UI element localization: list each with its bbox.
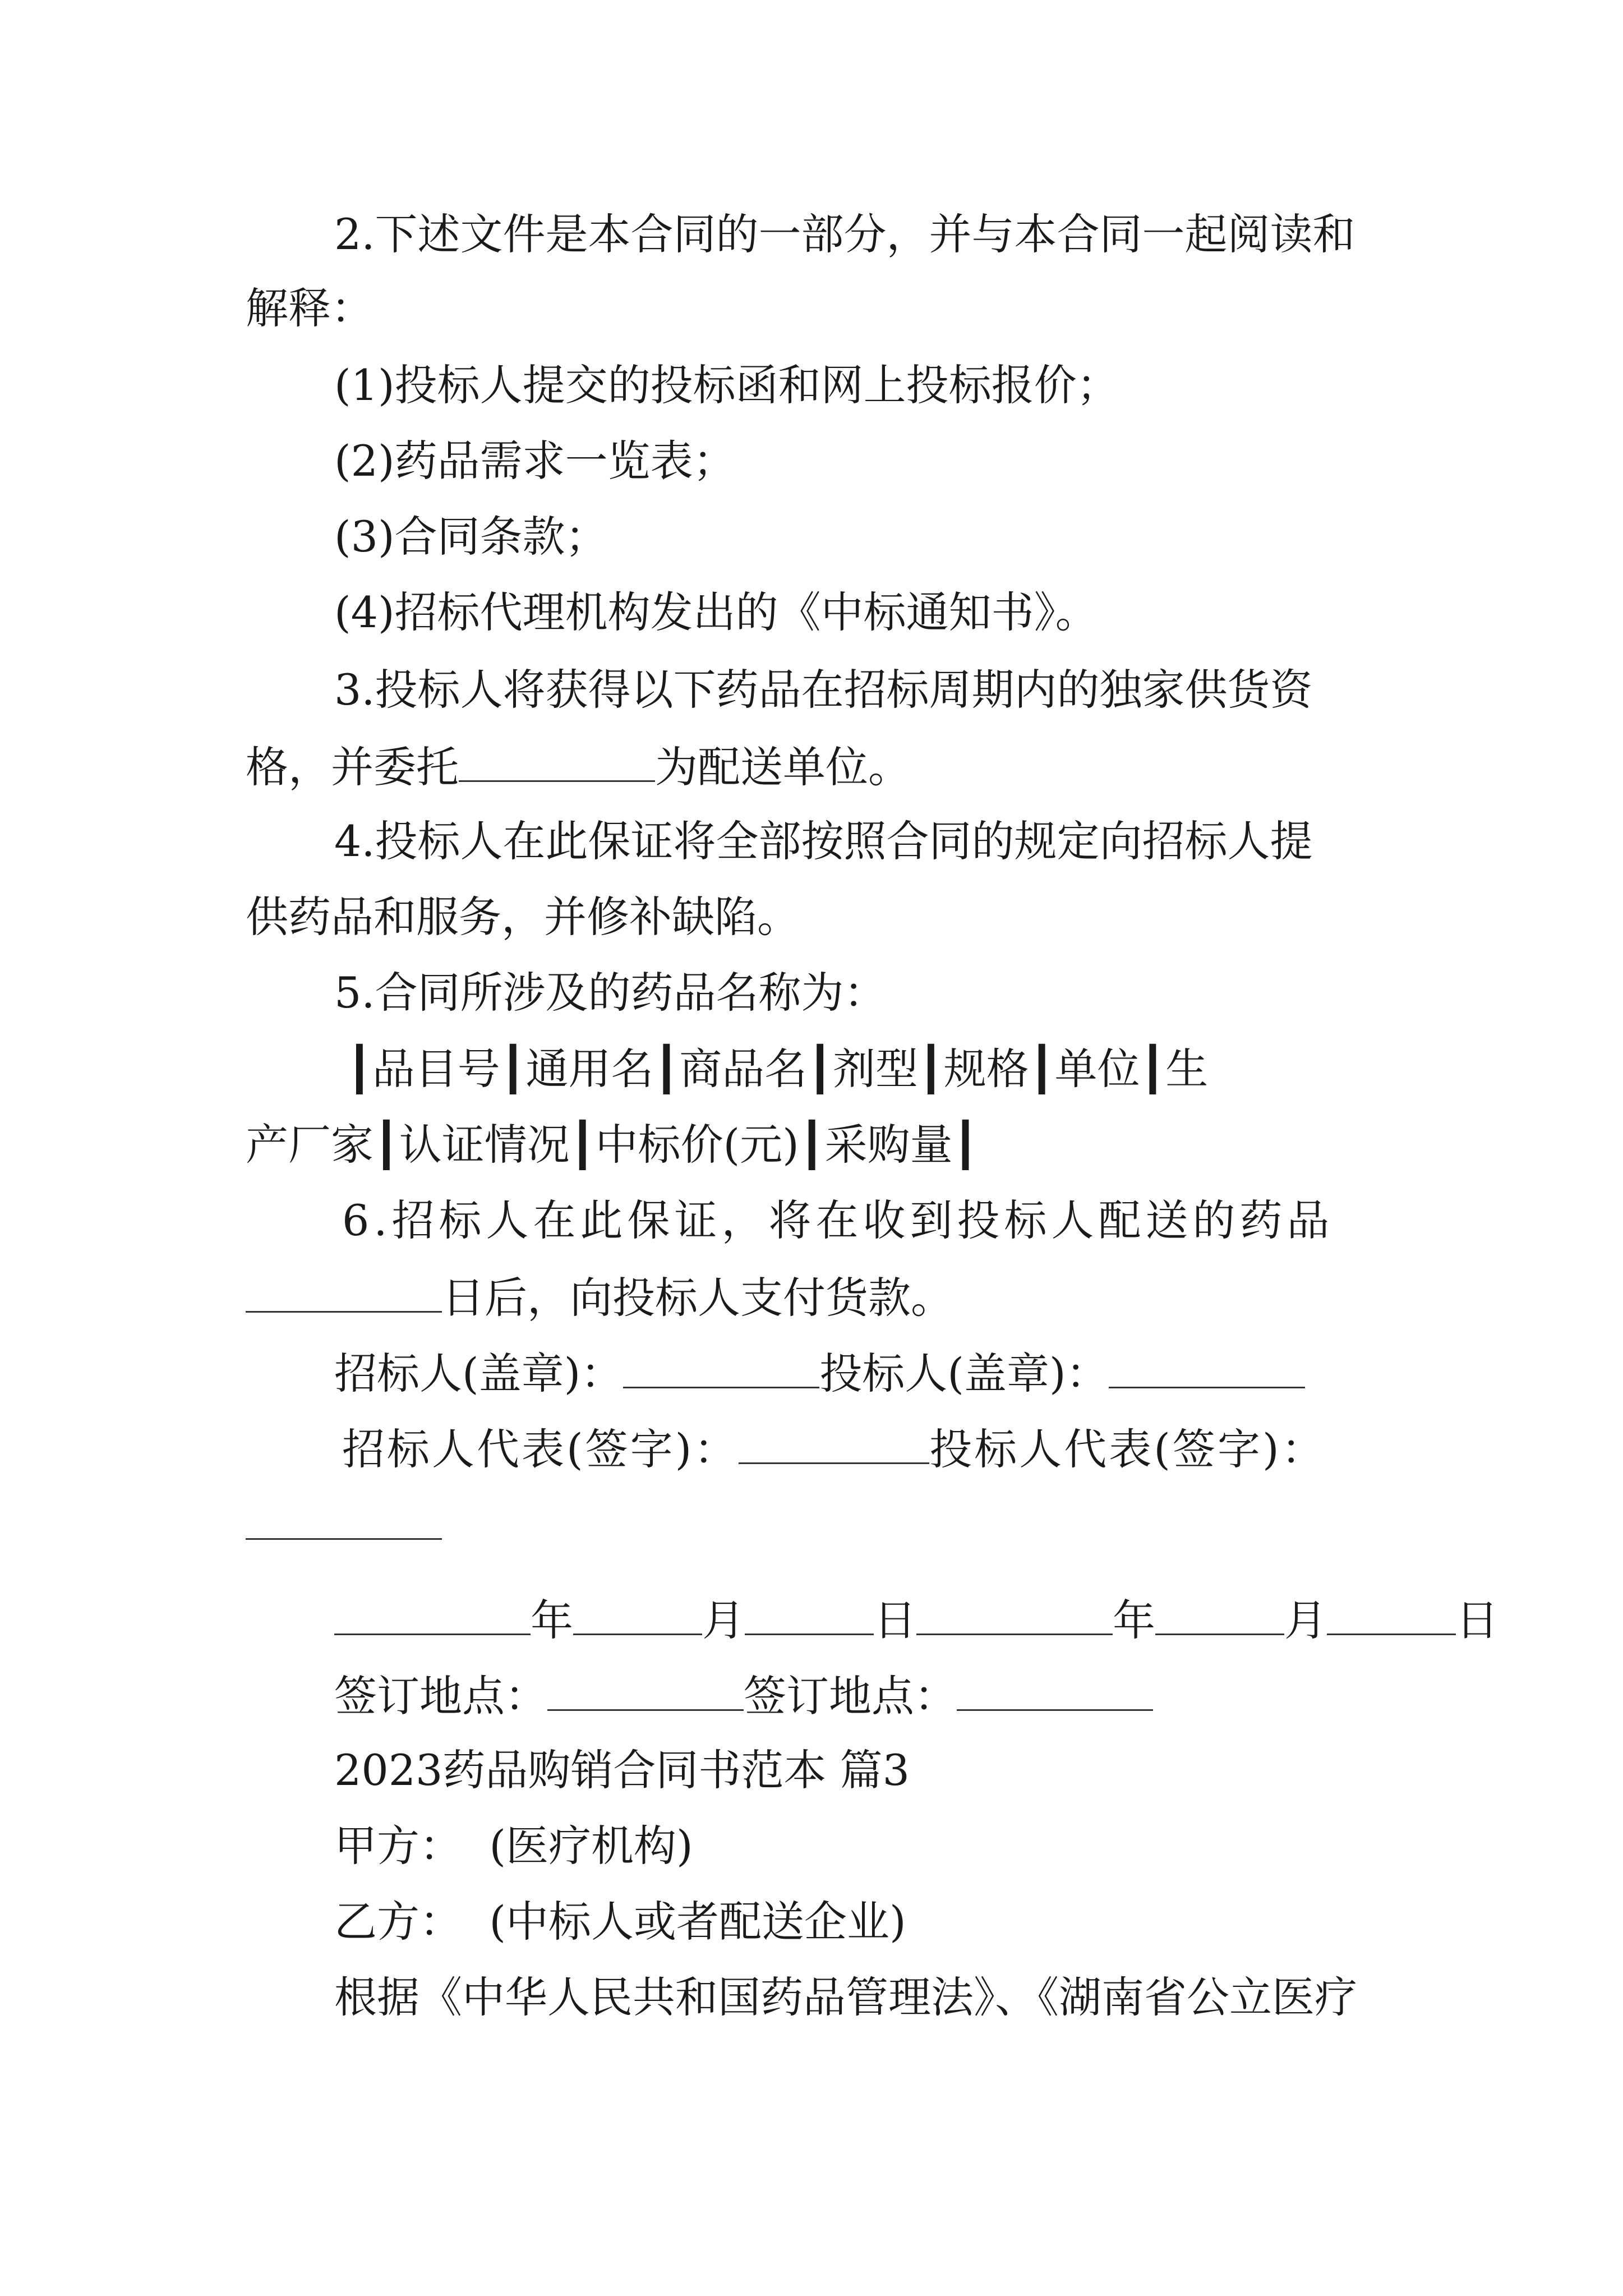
signature-seal-line xyxy=(334,1344,1305,1402)
payment-days-blank xyxy=(246,1268,442,1313)
day-label-a: 日 xyxy=(874,1595,916,1645)
para-3-text-pre: 格，并委托 xyxy=(246,742,459,792)
date-year-blank-b xyxy=(916,1591,1113,1635)
date-year-blank-a xyxy=(334,1591,531,1635)
year-label-b: 年 xyxy=(1113,1595,1155,1645)
para-5: 5.合同所涉及的药品名称为： xyxy=(334,968,887,1018)
bidder-rep-blank-line xyxy=(246,1496,442,1553)
bidder-rep-label: 投标人代表(签字)： xyxy=(929,1424,1326,1474)
bidder-rep-blank xyxy=(246,1496,442,1540)
tenderer-rep-label: 招标人代表(签字)： xyxy=(342,1424,739,1474)
bidder-seal-blank xyxy=(1109,1344,1305,1388)
month-label-a: 月 xyxy=(702,1595,745,1645)
para-2-line2: 解释： xyxy=(246,283,374,333)
tenderer-rep-blank xyxy=(739,1420,929,1464)
para-6-text: 日后，向投标人支付货款。 xyxy=(442,1273,953,1323)
list-item-1: (1)投标人提交的投标函和网上投标报价； xyxy=(334,360,1119,410)
para-3-line2 xyxy=(246,738,911,795)
signature-rep-line xyxy=(342,1420,1326,1478)
list-item-2: (2)药品需求一览表； xyxy=(334,436,736,486)
para-4-line2: 供药品和服务，并修补缺陷。 xyxy=(246,892,800,942)
place-blank-a xyxy=(547,1667,744,1711)
place-blank-b xyxy=(957,1667,1153,1711)
para-2-line1: 2.下述文件是本合同的一部分，并与本合同一起阅读和 xyxy=(334,209,1355,259)
table-header-line1: ┃品目号┃通用名┃商品名┃剂型┃规格┃单位┃生 xyxy=(347,1044,1209,1094)
date-line xyxy=(334,1591,1498,1649)
day-label-b: 日 xyxy=(1456,1595,1498,1645)
delivery-unit-blank xyxy=(459,738,655,782)
tenderer-seal-label: 招标人(盖章)： xyxy=(334,1349,624,1398)
date-day-blank-b xyxy=(1327,1591,1456,1635)
tenderer-seal-blank xyxy=(623,1344,819,1388)
signing-place-line xyxy=(334,1667,1153,1724)
party-a: 甲方： (医疗机构) xyxy=(334,1821,693,1871)
para-6-line2 xyxy=(246,1268,953,1326)
party-b: 乙方： (中标人或者配送企业) xyxy=(334,1897,906,1947)
list-item-4: (4)招标代理机构发出的《中标通知书》。 xyxy=(334,587,1098,637)
para-6-line1: 6.招标人在此保证，将在收到投标人配送的药品 xyxy=(342,1195,1334,1245)
month-label-b: 月 xyxy=(1284,1595,1327,1645)
para-4-line1: 4.投标人在此保证将全部按照合同的规定向招标人提 xyxy=(334,816,1313,866)
para-3-line1: 3.投标人将获得以下药品在招标周期内的独家供货资 xyxy=(334,665,1313,715)
section-heading: 2023药品购销合同书范本 篇3 xyxy=(334,1745,910,1795)
date-month-blank-a xyxy=(573,1591,702,1635)
para-3-text-post: 为配送单位。 xyxy=(655,742,911,792)
place-label-b: 签订地点： xyxy=(744,1671,957,1721)
date-month-blank-b xyxy=(1155,1591,1284,1635)
year-label-a: 年 xyxy=(531,1595,573,1645)
basis-paragraph: 根据《中华人民共和国药品管理法》、《湖南省公立医疗 xyxy=(334,1972,1357,2022)
list-item-3: (3)合同条款； xyxy=(334,512,608,562)
date-day-blank-a xyxy=(745,1591,874,1635)
table-header-line2: 产厂家┃认证情况┃中标价(元)┃采购量┃ xyxy=(246,1120,979,1170)
bidder-seal-label: 投标人(盖章)： xyxy=(819,1349,1109,1398)
place-label-a: 签订地点： xyxy=(334,1671,547,1721)
